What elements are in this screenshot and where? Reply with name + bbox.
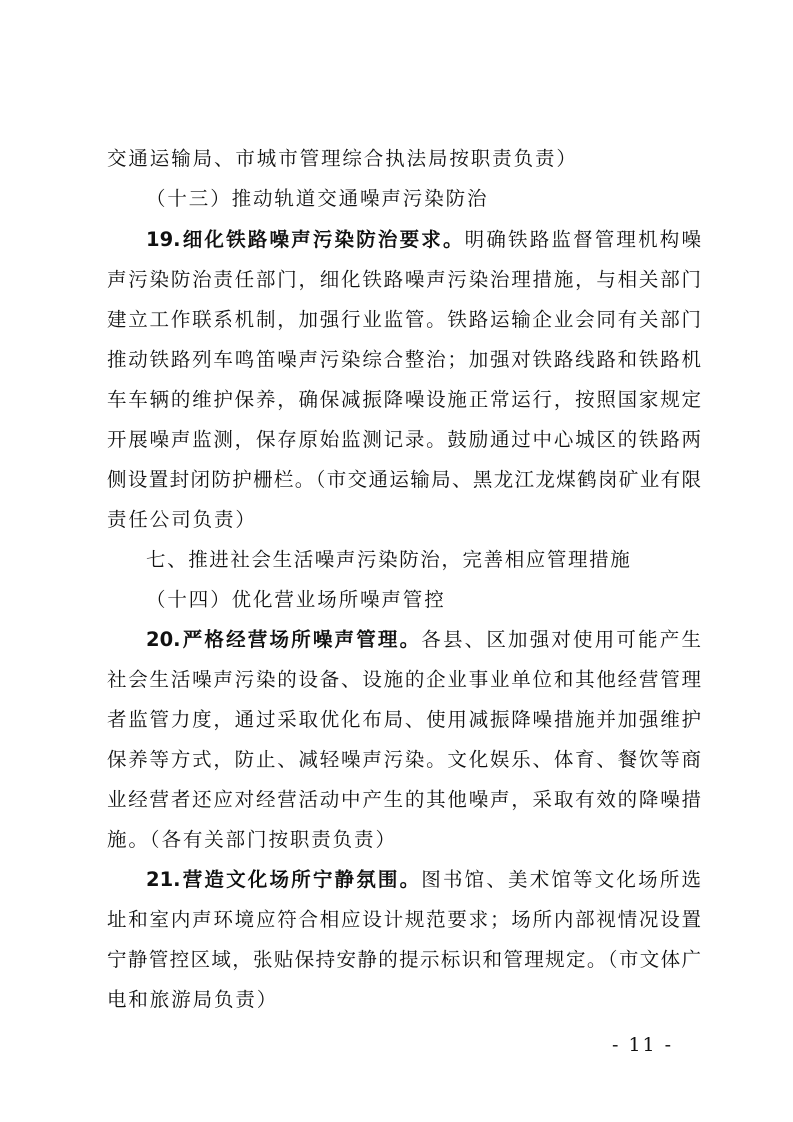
text-line-6: 推动铁路列车鸣笛噪声污染综合整治；加强对铁路线路和铁路机	[107, 348, 701, 371]
section-heading-7: 七、推进社会生活噪声污染防治，完善相应管理措施	[146, 548, 632, 571]
item-21-first-line	[146, 865, 701, 895]
page-number: - 11 -	[612, 1034, 674, 1056]
text-line-9: 侧设置封闭防护栅栏。（市交通运输局、黑龙江龙煤鹤岗矿业有限	[107, 468, 701, 491]
item-20-first-line	[146, 625, 701, 655]
text-line-20: 址和室内声环境应符合相应设计规范要求；场所内部视情况设置	[107, 908, 701, 931]
subsection-heading-14: （十四）优化营业场所噪声管控	[146, 588, 446, 611]
text-line-5: 建立工作联系机制，加强行业监管。铁路运输企业会同有关部门	[107, 308, 701, 331]
text-line-10: 责任公司负责）	[107, 508, 257, 531]
item-19-text: 明确铁路监督管理机构噪	[464, 228, 701, 251]
text-line-8: 开展噪声监测，保存原始监测记录。鼓励通过中心城区的铁路两	[107, 428, 701, 451]
item-19-title: 19.细化铁路噪声污染防治要求。	[146, 228, 465, 251]
text-line-22: 电和旅游局负责）	[107, 988, 279, 1011]
text-line-1: 交通运输局、市城市管理综合执法局按职责负责）	[107, 147, 578, 170]
text-line-17: 业经营者还应对经营活动中产生的其他噪声，采取有效的降噪措	[107, 788, 701, 811]
item-20-text: 各县、区加强对使用可能产生	[421, 628, 701, 651]
item-21-text: 图书馆、美术馆等文化场所选	[421, 868, 701, 891]
item-19-first-line	[146, 225, 701, 255]
text-line-4: 声污染防治责任部门，细化铁路噪声污染治理措施，与相关部门	[107, 268, 701, 291]
text-line-16: 保养等方式，防止、减轻噪声污染。文化娱乐、体育、餐饮等商	[107, 748, 701, 771]
text-line-15: 者监管力度，通过采取优化布局、使用减振降噪措施并加强维护	[107, 708, 701, 731]
text-line-7: 车车辆的维护保养，确保减振降噪设施正常运行，按照国家规定	[107, 388, 701, 411]
item-20-title: 20.严格经营场所噪声管理。	[146, 628, 422, 651]
subsection-heading-13: （十三）推动轨道交通噪声污染防治	[146, 187, 489, 210]
text-line-18: 施。（各有关部门按职责负责）	[107, 828, 397, 851]
text-line-21: 宁静管控区域，张贴保持安静的提示标识和管理规定。（市文体广	[107, 948, 701, 971]
text-line-14: 社会生活噪声污染的设备、设施的企业事业单位和其他经营管理	[107, 668, 701, 691]
item-21-title: 21.营造文化场所宁静氛围。	[146, 868, 422, 891]
